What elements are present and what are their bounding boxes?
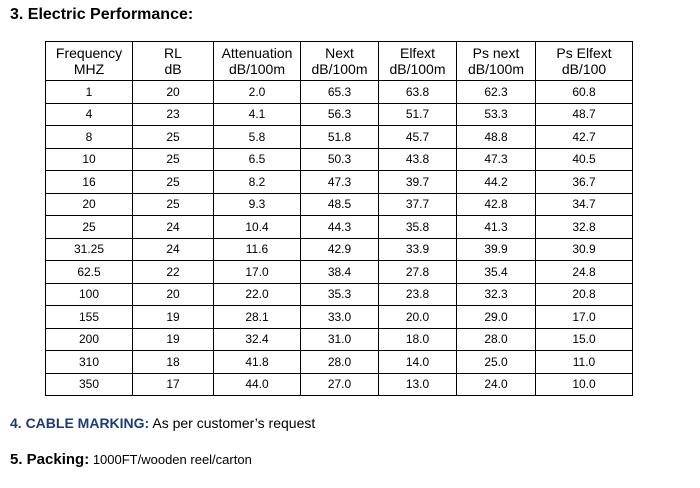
table-cell: 62.3 xyxy=(457,81,536,104)
table-cell: 48.8 xyxy=(457,126,536,149)
table-cell: 42.7 xyxy=(536,126,633,149)
table-row xyxy=(46,328,633,351)
table-cell: 15.0 xyxy=(536,328,633,351)
table-cell: 29.0 xyxy=(457,306,536,329)
table-cell: 50.3 xyxy=(301,148,379,171)
header-frequency: Frequency MHZ xyxy=(46,42,133,81)
header-ps-elfext: Ps Elfext dB/100 xyxy=(536,42,633,81)
table-cell: 100 xyxy=(46,283,133,306)
header-next: Next dB/100m xyxy=(301,42,379,81)
table-cell: 42.8 xyxy=(457,193,536,216)
table-cell: 19 xyxy=(133,328,214,351)
table-cell: 310 xyxy=(46,351,133,374)
table-cell: 48.7 xyxy=(536,103,633,126)
table-cell: 20.0 xyxy=(379,306,457,329)
packing-label: 5. Packing: xyxy=(10,451,90,468)
table-row xyxy=(46,148,633,171)
table-cell: 63.8 xyxy=(379,81,457,104)
table-cell: 20 xyxy=(133,81,214,104)
header-ps-next: Ps next dB/100m xyxy=(457,42,536,81)
table-cell: 40.5 xyxy=(536,148,633,171)
table-cell: 28.1 xyxy=(214,306,301,329)
table-cell: 47.3 xyxy=(457,148,536,171)
table-cell: 31.0 xyxy=(301,328,379,351)
table-cell: 11.0 xyxy=(536,351,633,374)
electric-performance-table xyxy=(45,41,633,396)
table-cell: 24 xyxy=(133,238,214,261)
table-cell: 22 xyxy=(133,261,214,284)
table-row xyxy=(46,193,633,216)
table-cell: 25 xyxy=(133,126,214,149)
table-row xyxy=(46,373,633,396)
table-cell: 20 xyxy=(46,193,133,216)
table-cell: 1 xyxy=(46,81,133,104)
table-cell: 41.3 xyxy=(457,216,536,239)
cable-marking-label: 4. CABLE MARKING: xyxy=(10,415,150,431)
table-cell: 4 xyxy=(46,103,133,126)
table-cell: 17 xyxy=(133,373,214,396)
table-cell: 33.9 xyxy=(379,238,457,261)
table-cell: 65.3 xyxy=(301,81,379,104)
table-cell: 2.0 xyxy=(214,81,301,104)
table-cell: 35.8 xyxy=(379,216,457,239)
table-row xyxy=(46,171,633,194)
table-cell: 53.3 xyxy=(457,103,536,126)
table-cell: 17.0 xyxy=(536,306,633,329)
table-cell: 33.0 xyxy=(301,306,379,329)
table-row xyxy=(46,261,633,284)
packing-value: 1000FT/wooden reel/carton xyxy=(89,452,252,467)
table-cell: 10.4 xyxy=(214,216,301,239)
table-cell: 51.8 xyxy=(301,126,379,149)
table-cell: 56.3 xyxy=(301,103,379,126)
table-cell: 24 xyxy=(133,216,214,239)
table-cell: 37.7 xyxy=(379,193,457,216)
table-cell: 35.4 xyxy=(457,261,536,284)
table-cell: 47.3 xyxy=(301,171,379,194)
table-cell: 5.8 xyxy=(214,126,301,149)
table-cell: 25 xyxy=(133,193,214,216)
table-cell: 6.5 xyxy=(214,148,301,171)
table-row xyxy=(46,238,633,261)
table-cell: 9.3 xyxy=(214,193,301,216)
table-row xyxy=(46,103,633,126)
table-cell: 48.5 xyxy=(301,193,379,216)
table-cell: 10.0 xyxy=(536,373,633,396)
table-cell: 23.8 xyxy=(379,283,457,306)
table-cell: 44.0 xyxy=(214,373,301,396)
table-cell: 8.2 xyxy=(214,171,301,194)
table-row xyxy=(46,81,633,104)
table-cell: 11.6 xyxy=(214,238,301,261)
table-cell: 32.8 xyxy=(536,216,633,239)
table-cell: 16 xyxy=(46,171,133,194)
table-cell: 41.8 xyxy=(214,351,301,374)
table-cell: 45.7 xyxy=(379,126,457,149)
table-cell: 23 xyxy=(133,103,214,126)
table-cell: 60.8 xyxy=(536,81,633,104)
header-attenuation: Attenuation dB/100m xyxy=(214,42,301,81)
table-cell: 39.9 xyxy=(457,238,536,261)
table-cell: 27.0 xyxy=(301,373,379,396)
table-cell: 43.8 xyxy=(379,148,457,171)
table-header-row xyxy=(46,42,633,81)
section-5-packing xyxy=(10,451,252,468)
table-cell: 51.7 xyxy=(379,103,457,126)
table-cell: 28.0 xyxy=(457,328,536,351)
table-cell: 42.9 xyxy=(301,238,379,261)
table-cell: 31.25 xyxy=(46,238,133,261)
table-cell: 155 xyxy=(46,306,133,329)
table-cell: 30.9 xyxy=(536,238,633,261)
table-cell: 34.7 xyxy=(536,193,633,216)
table-cell: 13.0 xyxy=(379,373,457,396)
table-cell: 27.8 xyxy=(379,261,457,284)
table-cell: 28.0 xyxy=(301,351,379,374)
table-cell: 18.0 xyxy=(379,328,457,351)
header-elfext: Elfext dB/100m xyxy=(379,42,457,81)
table-cell: 4.1 xyxy=(214,103,301,126)
table-cell: 350 xyxy=(46,373,133,396)
table-cell: 10 xyxy=(46,148,133,171)
table-cell: 14.0 xyxy=(379,351,457,374)
table-cell: 22.0 xyxy=(214,283,301,306)
table-cell: 25 xyxy=(133,148,214,171)
section-4-cable-marking xyxy=(10,415,315,431)
table-cell: 24.0 xyxy=(457,373,536,396)
table-cell: 32.3 xyxy=(457,283,536,306)
table-row xyxy=(46,351,633,374)
table-cell: 20.8 xyxy=(536,283,633,306)
table-cell: 38.4 xyxy=(301,261,379,284)
section-3-heading: 3. Electric Performance: xyxy=(10,6,194,23)
header-rl: RL dB xyxy=(133,42,214,81)
table-cell: 24.8 xyxy=(536,261,633,284)
table-row xyxy=(46,126,633,149)
table-row xyxy=(46,306,633,329)
table-row xyxy=(46,283,633,306)
table-cell: 8 xyxy=(46,126,133,149)
table-cell: 35.3 xyxy=(301,283,379,306)
cable-marking-value: As per customer’s request xyxy=(149,415,316,431)
table-cell: 44.3 xyxy=(301,216,379,239)
table-cell: 18 xyxy=(133,351,214,374)
table-cell: 17.0 xyxy=(214,261,301,284)
table-row xyxy=(46,216,633,239)
table-cell: 25 xyxy=(46,216,133,239)
table-cell: 36.7 xyxy=(536,171,633,194)
table-cell: 62.5 xyxy=(46,261,133,284)
table-cell: 44.2 xyxy=(457,171,536,194)
table-cell: 25.0 xyxy=(457,351,536,374)
table-cell: 32.4 xyxy=(214,328,301,351)
table-cell: 25 xyxy=(133,171,214,194)
table-cell: 19 xyxy=(133,306,214,329)
table-cell: 20 xyxy=(133,283,214,306)
table-cell: 39.7 xyxy=(379,171,457,194)
table-cell: 200 xyxy=(46,328,133,351)
